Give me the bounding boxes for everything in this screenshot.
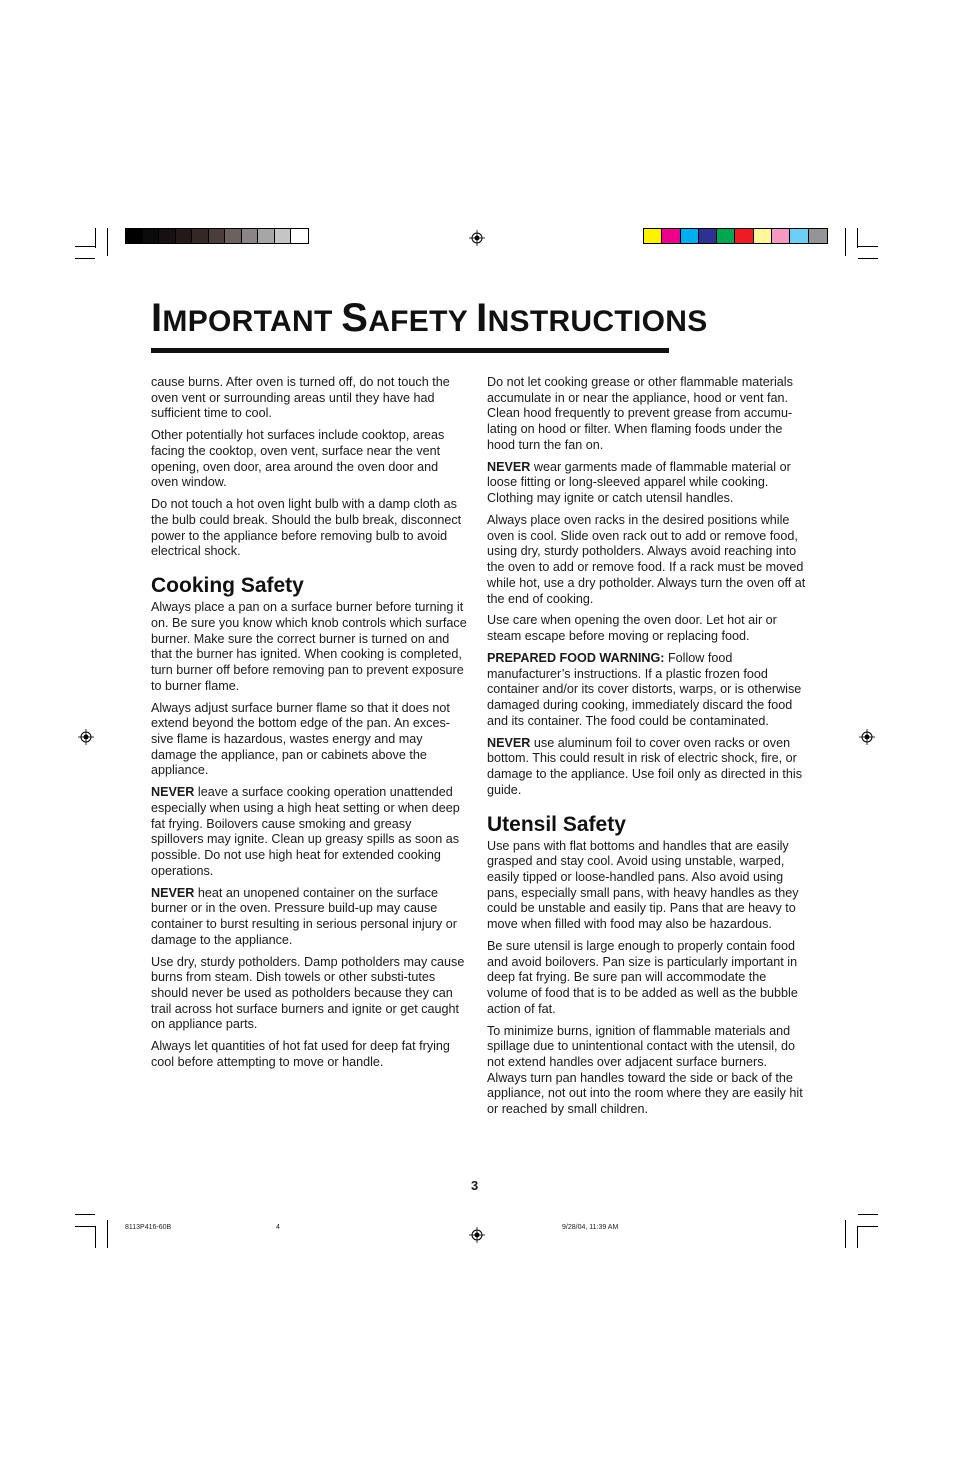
crop-mark xyxy=(75,246,95,247)
color-swatch xyxy=(735,229,753,243)
crop-mark xyxy=(75,258,95,259)
paragraph-text: heat an unopened container on the surface burner or in the oven. Pressure build-up may cause container to burst resulting in serious personal injury or damage to the appliance. xyxy=(151,885,457,947)
color-swatch xyxy=(699,229,717,243)
color-swatch xyxy=(275,229,292,243)
paragraph: Always let quantities of hot fat used for deep fat frying cool before attempting to move or handle. xyxy=(151,1039,450,1070)
color-swatch xyxy=(662,229,680,243)
registration-mark-icon xyxy=(859,729,875,745)
footer-job-code: 8113P416-60B xyxy=(125,1224,172,1231)
registration-mark-icon xyxy=(469,1227,485,1243)
paragraph: Always place a pan on a surface burner before turning it on. Be sure you know which knob controls which surface burner. Make sure the correct burner is turned on and that the burner has ignited. When cooking is completed, turn burner off before removing pan to prevent exposure to burner flame. xyxy=(151,600,467,693)
title-word: AFETY xyxy=(368,305,468,338)
title-initial: S xyxy=(341,296,369,340)
crop-mark xyxy=(95,228,96,248)
crop-mark xyxy=(858,1226,878,1227)
paragraph xyxy=(487,460,807,507)
color-swatch xyxy=(159,229,176,243)
crop-mark xyxy=(858,1214,878,1215)
crop-mark xyxy=(75,1226,95,1227)
page-title xyxy=(151,296,708,341)
paragraph: Do not let cooking grease or other flammable materials accumulate in or near the appliance, hood or vent fan. Clean hood frequently to prevent grease from accumu-lating on hood or filter. When flaming foods under the hood turn the fan on. xyxy=(487,375,793,452)
crop-mark xyxy=(75,1214,95,1215)
registration-mark-icon xyxy=(78,729,94,745)
registration-mark-icon xyxy=(469,230,485,246)
footer-date: 9/28/04, 11:39 AM xyxy=(562,1224,619,1231)
warning-label: NEVER xyxy=(487,459,531,474)
color-swatch xyxy=(809,229,827,243)
paragraph: Do not touch a hot oven light bulb with a damp cloth as the bulb could break. Should the bulb break, disconnect power to the appliance before removing bulb to avoid electrical shock. xyxy=(151,497,462,559)
crop-mark xyxy=(107,1220,108,1248)
color-swatch xyxy=(754,229,772,243)
left-column xyxy=(151,375,467,1077)
paragraph: Other potentially hot surfaces include cooktop, areas facing the cooktop, oven vent, surface near the vent opening, oven door, area around the oven door and oven window. xyxy=(151,428,445,490)
paragraph-text: wear garments made of flammable material or loose fitting or long-sleeved apparel while cooking. Clothing may ignite or catch utensil handles. xyxy=(487,459,791,506)
color-swatch xyxy=(192,229,209,243)
title-word: MPORTANT xyxy=(162,305,333,338)
color-swatch xyxy=(143,229,160,243)
paragraph: Always place oven racks in the desired positions while oven is cool. Slide oven rack out to add or remove food, using dry, sturdy potholders. Always avoid reaching into the oven to add or remove food. If a rack must be moved while hot, use a dry potholder. Always turn the oven off at the end of cooking. xyxy=(487,513,806,606)
title-rule xyxy=(151,348,669,353)
color-swatch xyxy=(717,229,735,243)
paragraph xyxy=(487,651,807,730)
warning-label: NEVER xyxy=(151,785,195,800)
paragraph: Use care when opening the oven door. Let hot air or steam escape before moving or replacing food. xyxy=(487,613,777,644)
crop-mark xyxy=(858,258,878,259)
warning-label: PREPARED FOOD WARNING: xyxy=(487,651,665,665)
warning-label: NEVER xyxy=(487,735,531,750)
grayscale-swatch-bar xyxy=(125,228,309,244)
paragraph: Be sure utensil is large enough to properly contain food and avoid boilovers. Pan size is particularly important in deep fat frying. Be sure pan will accommodate the volume of food that is to be added as well as the bubble action of fat. xyxy=(487,938,798,1016)
color-swatch xyxy=(681,229,699,243)
title-initial: I xyxy=(151,296,163,340)
color-swatch xyxy=(258,229,275,243)
footer-page: 4 xyxy=(276,1224,280,1231)
right-column xyxy=(487,375,807,1124)
crop-mark xyxy=(858,246,878,247)
paragraph xyxy=(151,886,467,949)
color-swatch xyxy=(242,229,259,243)
color-swatch xyxy=(126,229,143,243)
color-swatch xyxy=(772,229,790,243)
crop-mark xyxy=(95,1226,96,1248)
color-swatch xyxy=(790,229,808,243)
paragraph: Use pans with flat bottoms and handles that are easily grasped and stay cool. Avoid using unstable, warped, easily tipped or loose-handled pans. Also avoid using pans, especially small pans, with heavy handles as they could be unstable and easily tip. Pans that are heavy to move when filled with food may also be hazardous. xyxy=(487,838,799,932)
paragraph: To minimize burns, ignition of flammable materials and spillage due to unintentional contact with the utensil, do not extend handles over adjacent surface burners. Always turn pan handles toward the side or back of the appliance, not out into the room where they are easily hit or reached by small children. xyxy=(487,1023,803,1117)
paragraph-text: Follow food manufacturer’s instructions. If a plastic frozen food container and/or its cover distorts, warps, or is otherwise damaged during cooking, immediately discard the food and its container. The food could be contaminated. xyxy=(487,651,802,728)
warning-label: NEVER xyxy=(151,885,195,900)
title-word: NSTRUCTIONS xyxy=(487,305,708,338)
color-swatch xyxy=(291,229,308,243)
paragraph xyxy=(151,785,467,879)
crop-mark xyxy=(845,228,846,256)
color-swatch xyxy=(176,229,193,243)
page-number: 3 xyxy=(471,1178,479,1193)
paragraph: cause burns. After oven is turned off, do not touch the oven vent or surrounding areas until they have had sufficient time to cool. xyxy=(151,375,450,421)
section-heading-utensil-safety: Utensil Safety xyxy=(487,812,626,836)
crop-mark xyxy=(857,1226,858,1248)
title-initial: I xyxy=(476,296,488,340)
paragraph-text: use aluminum foil to cover oven racks or oven bottom. This could result in risk of electric shock, fire, or damage to the appliance. Use foil only as directed in this guide. xyxy=(487,735,803,797)
section-heading-cooking-safety: Cooking Safety xyxy=(151,574,304,598)
paragraph xyxy=(487,736,807,799)
paragraph-text: leave a surface cooking operation unattended especially when using a high heat setting or when deep fat frying. Boilovers cause smoking and greasy spillovers may ignite. Clean up greasy spills as soon as possible. Do not use high heat for extended cooking operations. xyxy=(151,785,460,878)
crop-mark xyxy=(857,228,858,248)
color-swatch xyxy=(644,229,662,243)
color-swatch xyxy=(225,229,242,243)
color-swatch-bar xyxy=(643,228,828,244)
crop-mark xyxy=(107,228,108,256)
crop-mark xyxy=(845,1220,846,1248)
color-swatch xyxy=(209,229,226,243)
paragraph: Use dry, sturdy potholders. Damp potholders may cause burns from steam. Dish towels or other substi-tutes should never be used as potholders because they can trail across hot surface burners and ignite or get caught on appliance parts. xyxy=(151,954,465,1032)
paragraph: Always adjust surface burner flame so that it does not extend beyond the bottom edge of the pan. An exces-sive flame is hazardous, wastes energy and may damage the appliance, pan or cabinets above the appliance. xyxy=(151,700,450,778)
